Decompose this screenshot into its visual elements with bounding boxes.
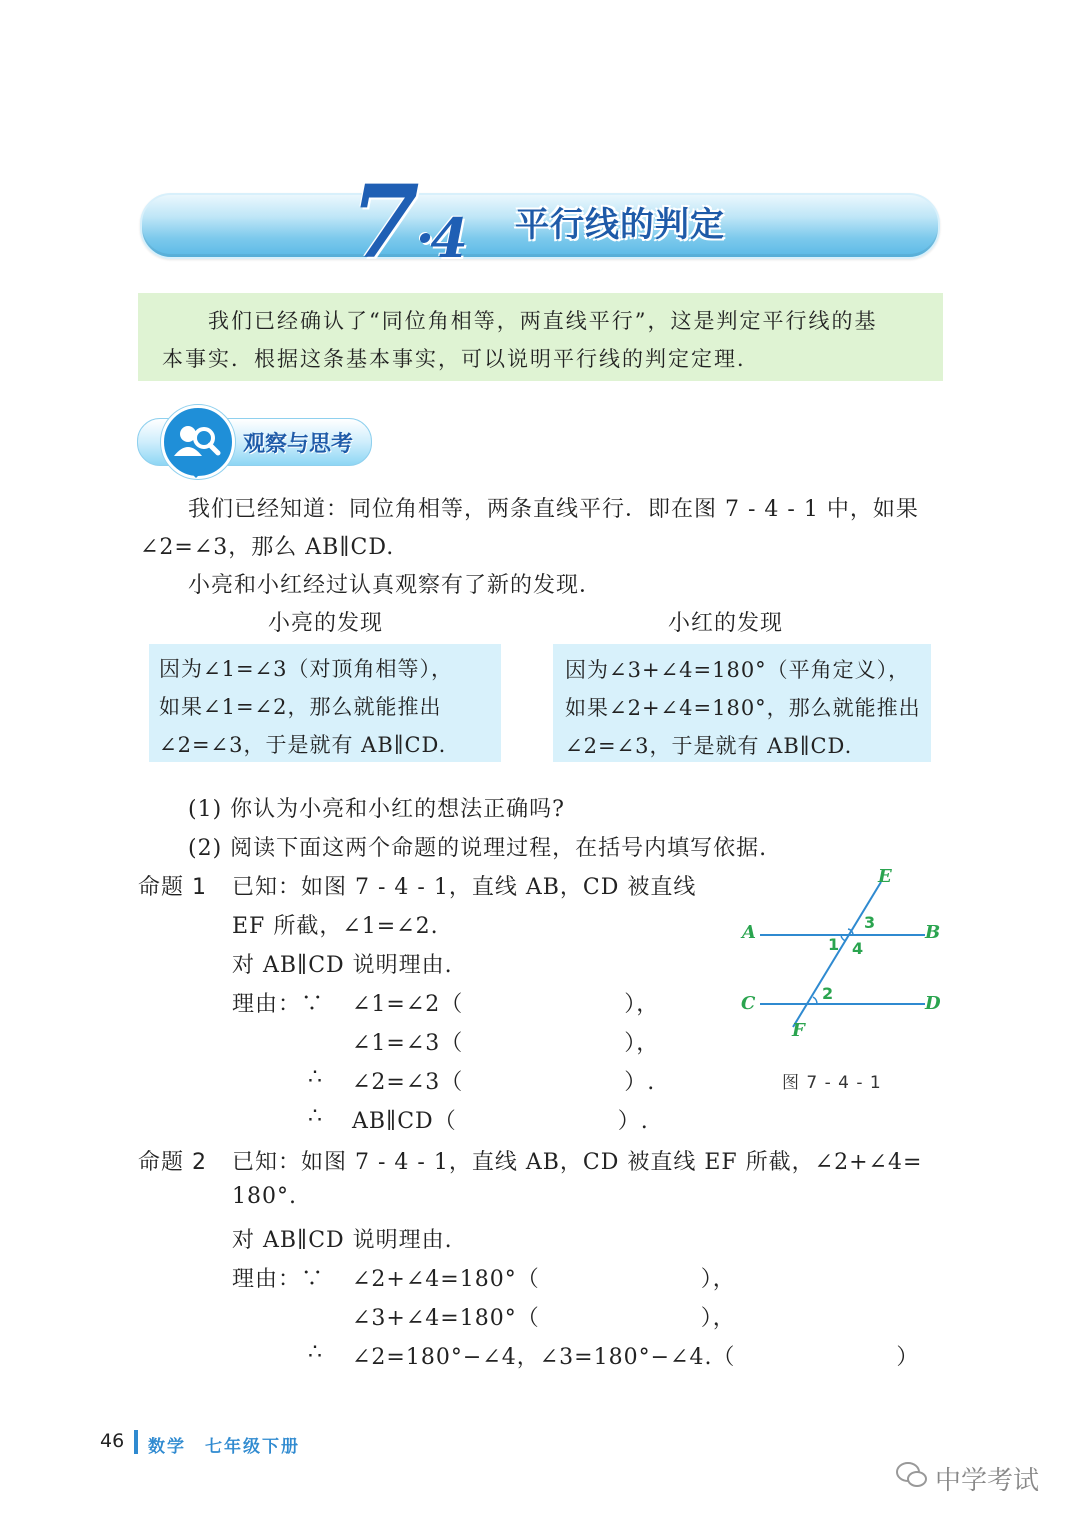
prop2-r3: ∠2=180°−∠4，∠3=180°−∠4.（ ） [352,1345,920,1370]
watermark-text: 中学考试 [935,1466,1040,1496]
xiaoliang-heading: 小亮的发现 [268,611,384,636]
prop2-r1: ∠2+∠4=180°（ ）， [352,1267,736,1292]
angle-label-3: 3 [864,913,876,932]
prop2-line1: 已知：如图 7 - 4 - 1，直线 AB，CD 被直线 EF 所截，∠2+∠4= [232,1150,923,1175]
prop1-r4-symbol: ∴ [308,1104,323,1129]
angle-arc-2 [813,997,817,1004]
prop2-reason-label: 理由：∵ [232,1267,325,1292]
label-f: F [792,1020,805,1041]
observe-label: 观察与思考 [243,432,354,457]
label-e: E [878,866,892,887]
section-number [350,163,464,281]
prop2-r3-symbol: ∴ [308,1340,323,1365]
footer-divider [134,1430,138,1454]
line-ef [793,882,881,1027]
body-p1-line1: 我们已经知道：同位角相等，两条直线平行．即在图 7 - 4 - 1 中，如果 [188,497,919,522]
figure-caption: 图 7 - 4 - 1 [782,1073,882,1093]
xiaohong-box [553,644,931,762]
label-a: A [742,922,756,943]
prop1-r3: ∠2=∠3（ ）. [352,1070,656,1095]
label-b: B [925,922,941,943]
question-1: (1) 你认为小亮和小红的想法正确吗? [188,797,565,822]
body-p1-line2: ∠2=∠3，那么 AB∥CD. [140,535,395,560]
xiaoliang-line2: 如果∠1=∠2，那么就能推出 [159,695,442,719]
prop2-r2: ∠3+∠4=180°（ ）， [352,1306,736,1331]
prop1-r1: ∠1=∠2（ ）， [352,992,660,1017]
xiaohong-line1: 因为∠3+∠4=180°（平角定义）， [565,658,911,682]
section-number-main: 7 [350,163,416,281]
angle-label-4: 4 [852,939,864,958]
prop1-line3: 对 AB∥CD 说明理由. [232,953,453,978]
xiaohong-line3: ∠2=∠3，于是就有 AB∥CD. [565,734,853,758]
prop1-r2: ∠1=∠3（ ）， [352,1031,660,1056]
body-p2: 小亮和小红经过认真观察有了新的发现． [188,573,603,598]
prop2-line2: 180°. [232,1184,297,1209]
intro-line-1: 我们已经确认了“同位角相等，两直线平行”，这是判定平行线的基 [208,309,878,333]
prop1-reason-label: 理由：∵ [232,992,325,1017]
xiaoliang-line1: 因为∠1=∠3（对顶角相等）， [159,657,454,681]
prop1-r3-symbol: ∴ [308,1065,323,1090]
intro-line-2: 本事实．根据这条基本事实，可以说明平行线的判定定理． [162,347,760,371]
angle-label-1: 1 [828,935,840,954]
people-magnifier-icon [164,408,232,476]
section-title: 平行线的判定 [515,205,725,245]
xiaohong-heading: 小红的发现 [668,611,784,636]
figure-7-4-1 [735,865,950,1045]
prop2-line3: 对 AB∥CD 说明理由. [232,1228,453,1253]
angle-label-2: 2 [822,984,834,1003]
label-d: D [925,993,941,1014]
section-number-sub: ·4 [415,206,464,270]
prop1-r4: AB∥CD（ ）. [352,1109,649,1134]
prop2-label: 命题 2 [138,1150,207,1175]
xiaoliang-box [149,644,501,762]
page-number: 46 [100,1430,125,1452]
xiaohong-line2: 如果∠2+∠4=180°，那么就能推出 [565,696,921,720]
intro-box [138,293,943,381]
book-title: 数学 七年级下册 [148,1437,300,1457]
observe-pointer [186,468,206,478]
label-c: C [741,993,756,1014]
xiaoliang-line3: ∠2=∠3，于是就有 AB∥CD. [159,733,447,757]
prop1-line2: EF 所截，∠1=∠2. [232,914,439,939]
prop1-line1: 已知：如图 7 - 4 - 1，直线 AB，CD 被直线 [232,875,697,900]
wechat-icon [895,1460,929,1490]
question-2: (2) 阅读下面这两个命题的说理过程，在括号内填写依据. [188,836,768,861]
prop1-label: 命题 1 [138,875,207,900]
